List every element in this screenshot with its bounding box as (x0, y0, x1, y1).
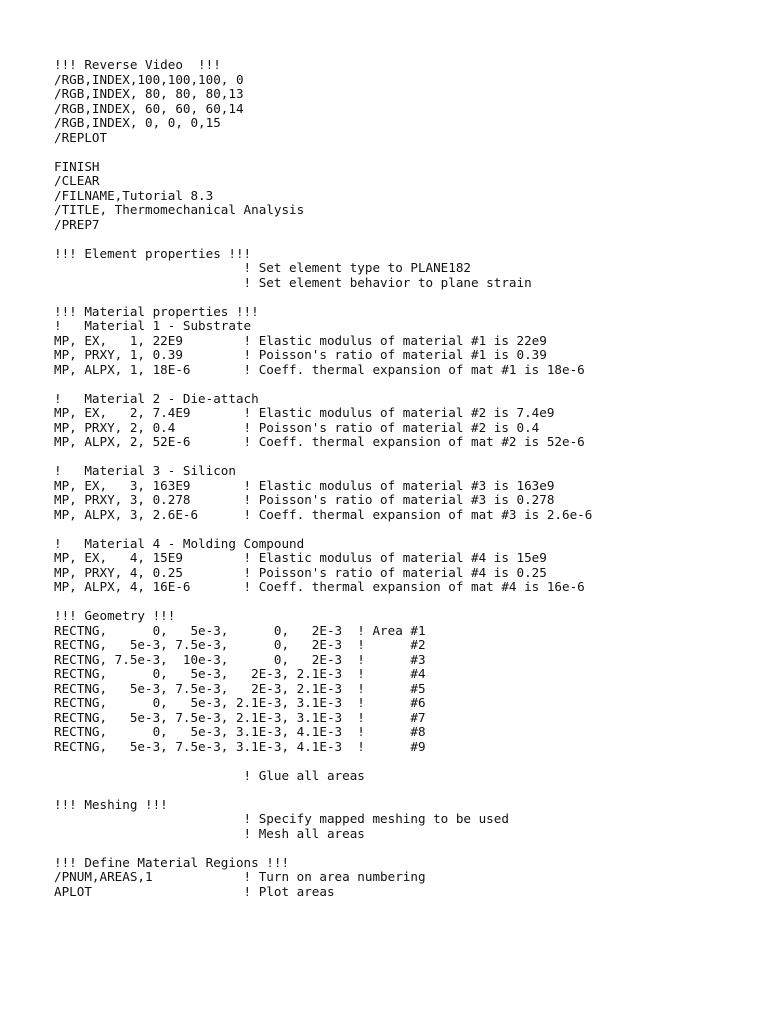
code-line: /REPLOT (54, 129, 108, 145)
code-line: !!! Define Material Regions !!! (54, 854, 290, 870)
code-line: ! Set element behavior to plane strain (54, 274, 532, 290)
code-line (54, 841, 592, 856)
code-line (54, 450, 592, 465)
code-line: MP, EX, 3, 163E9 ! Elastic modulus of material #3 is 163e9 (54, 477, 555, 493)
code-line: APLOT ! Plot areas (54, 883, 335, 899)
code-line (54, 754, 592, 769)
code-line: MP, EX, 2, 7.4E9 ! Elastic modulus of material #2 is 7.4e9 (54, 405, 555, 420)
code-line (54, 232, 592, 247)
code-line: MP, PRXY, 4, 0.25 ! Poisson's ratio of material #4 is 0.25 (54, 564, 547, 580)
code-line: !!! Geometry !!! (54, 608, 176, 623)
code-line (54, 522, 592, 537)
code-line: RECTNG, 0, 5e-3, 3.1E-3, 4.1E-3 ! #8 (54, 724, 426, 739)
code-line: RECTNG, 0, 5e-3, 0, 2E-3 ! Area #1 (54, 622, 426, 638)
code-line: MP, EX, 1, 22E9 ! Elastic modulus of material #1 is 22e9 (54, 332, 547, 348)
code-line: RECTNG, 5e-3, 7.5e-3, 2E-3, 2.1E-3 ! #5 (54, 680, 426, 696)
code-line: MP, ALPX, 2, 52E-6 ! Coeff. thermal expansion of mat #2 is 52e-6 (54, 434, 585, 449)
code-line: RECTNG, 5e-3, 7.5e-3, 2.1E-3, 3.1E-3 ! #7 (54, 709, 426, 725)
code-line: /RGB,INDEX,100,100,100, 0 (54, 71, 244, 87)
code-line: /FILNAME,Tutorial 8.3 (54, 187, 214, 203)
code-line: RECTNG, 0, 5e-3, 2.1E-3, 3.1E-3 ! #6 (54, 695, 426, 710)
code-line: RECTNG, 5e-3, 7.5e-3, 3.1E-3, 4.1E-3 ! #9 (54, 738, 426, 754)
code-line (54, 145, 592, 160)
code-line: MP, ALPX, 4, 16E-6 ! Coeff. thermal expansion of mat #4 is 16e-6 (54, 579, 585, 594)
code-line: RECTNG, 5e-3, 7.5e-3, 0, 2E-3 ! #2 (54, 637, 426, 652)
code-line: RECTNG, 7.5e-3, 10e-3, 0, 2E-3 ! #3 (54, 651, 426, 667)
code-line: /PREP7 (54, 216, 100, 232)
code-line: !!! Meshing !!! (54, 796, 168, 812)
code-line: /CLEAR (54, 173, 100, 188)
code-line: !!! Reverse Video !!! (54, 57, 221, 72)
code-listing (54, 58, 592, 899)
code-line: ! Set element type to PLANE182 (54, 260, 472, 275)
code-line: MP, EX, 4, 15E9 ! Elastic modulus of material #4 is 15e9 (54, 550, 547, 565)
code-line (54, 290, 592, 305)
code-line: /TITLE, Thermomechanical Analysis (54, 202, 305, 217)
code-line: ! Mesh all areas (54, 825, 365, 841)
code-line: MP, PRXY, 2, 0.4 ! Poisson's ratio of material #2 is 0.4 (54, 419, 540, 435)
code-line: ! Specify mapped meshing to be used (54, 811, 509, 826)
code-line: FINISH (54, 158, 100, 174)
code-line: RECTNG, 0, 5e-3, 2E-3, 2.1E-3 ! #4 (54, 666, 426, 681)
code-line: !!! Material properties !!! (54, 303, 259, 319)
code-line (54, 783, 592, 798)
code-line: MP, ALPX, 3, 2.6E-6 ! Coeff. thermal expansion of mat #3 is 2.6e-6 (54, 506, 593, 522)
code-line: MP, PRXY, 1, 0.39 ! Poisson's ratio of material #1 is 0.39 (54, 347, 547, 362)
code-line: ! Glue all areas (54, 767, 365, 783)
code-line: /PNUM,AREAS,1 ! Turn on area numbering (54, 869, 426, 884)
code-line (54, 377, 592, 392)
code-line: ! Material 2 - Die-attach (54, 390, 259, 406)
code-line: ! Material 4 - Molding Compound (54, 535, 305, 551)
code-line: /RGB,INDEX, 60, 60, 60,14 (54, 100, 244, 116)
code-line: ! Material 3 - Silicon (54, 463, 236, 478)
code-line: /RGB,INDEX, 0, 0, 0,15 (54, 115, 221, 130)
code-line: /RGB,INDEX, 80, 80, 80,13 (54, 86, 244, 101)
code-line: !!! Element properties !!! (54, 245, 252, 261)
code-line: MP, ALPX, 1, 18E-6 ! Coeff. thermal expansion of mat #1 is 18e-6 (54, 361, 585, 377)
code-line: MP, PRXY, 3, 0.278 ! Poisson's ratio of material #3 is 0.278 (54, 492, 555, 507)
code-line: ! Material 1 - Substrate (54, 318, 252, 333)
code-line (54, 595, 592, 610)
